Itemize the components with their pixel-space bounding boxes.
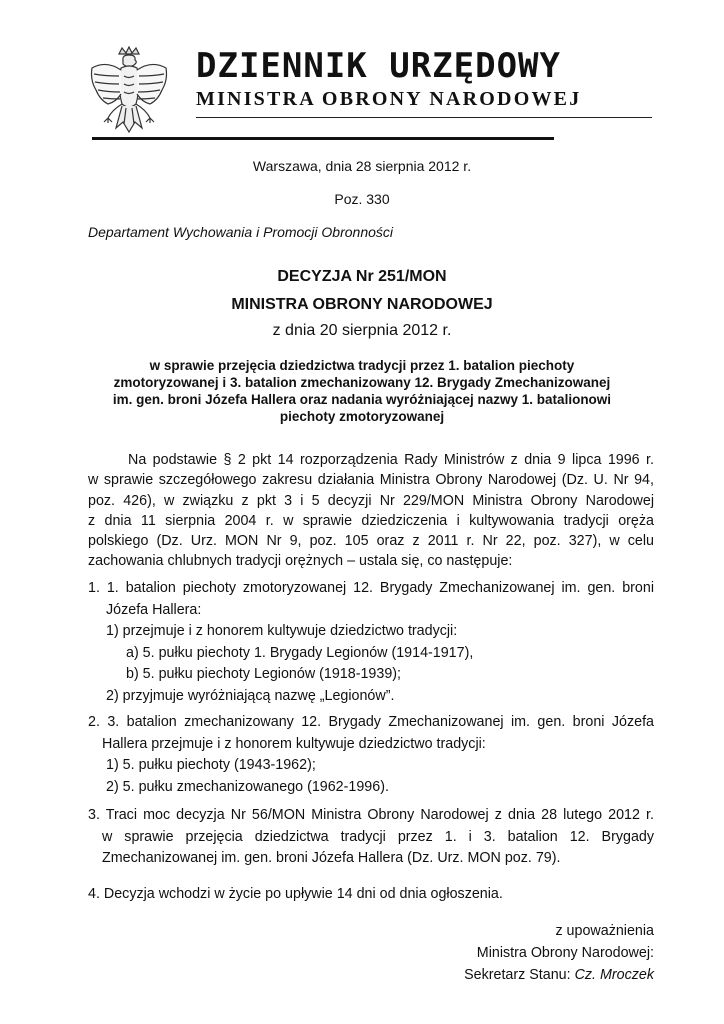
signature-line: z upoważnienia [555,923,654,939]
signature-line: Ministra Obrony Narodowej: [476,945,654,961]
preamble-line: poz. 426), w związku z pkt 3 i 5 decyzji Nr 229/MON Ministra Obrony Narodowej [88,492,654,509]
masthead-subtitle: MINISTRA OBRONY NARODOWEJ [196,88,582,110]
point-line: Zmechanizowanej im. gen. broni Józefa Hallera (Dz. Urz. MON poz. 79). [102,850,561,866]
point-line: 1) przejmuje i z honorem kultywuje dziedzictwo tradycji: [106,623,458,639]
decision-date: z dnia 20 sierpnia 2012 r. [272,322,452,339]
decision-title: DECYZJA Nr 251/MON [277,268,447,285]
decision-subject [92,357,632,425]
signer-role: Sekretarz Stanu: [464,967,575,983]
subject-line: piechoty zmotoryzowanej [279,409,445,424]
publication-date: Warszawa, dnia 28 sierpnia 2012 r. [252,158,472,174]
decision-issuer: MINISTRA OBRONY NARODOWEJ [231,296,493,313]
point-1 [88,578,654,707]
point-line: w sprawie przejęcia dziedzictwa tradycji przez 1. i 3. batalion 12. Brygady [102,828,654,845]
point-line: 3. Traci moc decyzja Nr 56/MON Ministra Obrony Narodowej z dnia 28 lutego 2012 r. [88,807,654,823]
subject-line: im. gen. broni Józefa Hallera oraz nadania wyróżniającej nazwy 1. batalionowi [112,392,612,407]
polish-eagle-icon [86,46,172,142]
subject-line: zmotoryzowanej i 3. batalion zmechanizowany 12. Brygady Zmechanizowanej [113,375,611,390]
point-2 [88,712,654,798]
point-3 [88,805,654,870]
point-line: 1) 5. pułku piechoty (1943-1962); [106,757,316,773]
point-line: b) 5. pułku piechoty Legionów (1918-1939); [126,666,401,682]
signature-line [464,964,654,986]
point-line: a) 5. pułku piechoty 1. Brygady Legionów (1914-1917), [126,644,474,661]
point-line: 2. 3. batalion zmechanizowany 12. Brygady Zmechanizowanej im. gen. broni Józefa [88,714,654,730]
point-line: Józefa Hallera: [106,601,202,618]
position-number: Poz. 330 [334,191,390,207]
preamble-line: polskiego (Dz. Urz. MON Nr 9, poz. 105 oraz z 2011 r. Nr 22, poz. 327), w celu [88,533,654,550]
preamble-line: z dnia 11 sierpnia 2004 r. w sprawie dziedziczenia i kultywowania tradycji oręża [88,512,654,529]
point-line: 2) przyjmuje wyróżniającą nazwę „Legionów”. [106,687,395,704]
preamble-line: w sprawie szczegółowego zakresu działania Ministra Obrony Narodowej (Dz. U. Nr 94, [88,472,654,489]
signature-block [464,920,654,986]
department-name: Departament Wychowania i Promocji Obronności [88,224,394,240]
masthead-title: DZIENNIK URZĘDOWY [196,46,561,86]
point-line: Hallera przejmuje i z honorem kultywuje dziedzictwo tradycji: [102,735,486,752]
point-line: 1. 1. batalion piechoty zmotoryzowanej 12. Brygady Zmechanizowanej im. gen. broni [88,580,654,596]
preamble [88,450,654,572]
preamble-line: Na podstawie § 2 pkt 14 rozporządzenia Rady Ministrów z dnia 9 lipca 1996 r. [128,452,654,468]
header-divider [92,137,554,140]
masthead-divider [196,117,652,118]
subject-line: w sprawie przejęcia dziedzictwa tradycji przez 1. batalion piechoty [149,358,575,373]
point-4 [88,884,654,906]
point-line: 4. Decyzja wchodzi w życie po upływie 14 dni od dnia ogłoszenia. [88,886,503,902]
signer-name: Cz. Mroczek [574,967,654,983]
point-line: 2) 5. pułku zmechanizowanego (1962-1996). [106,778,389,795]
preamble-line: zachowania chlubnych tradycji orężnych – ustala się, co następuje: [88,553,513,570]
